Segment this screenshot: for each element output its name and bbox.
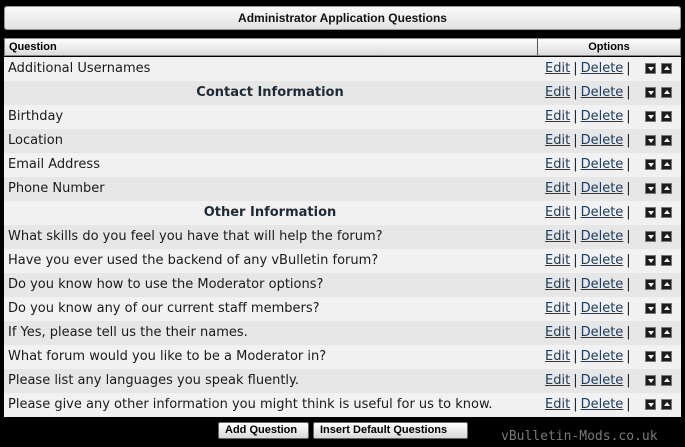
move-up-icon[interactable] <box>661 231 672 242</box>
row-options <box>545 229 634 244</box>
options-separator: | <box>626 229 631 244</box>
move-up-icon[interactable] <box>661 135 672 146</box>
move-up-icon[interactable] <box>661 183 672 194</box>
question-text: Please list any languages you speak fluently. <box>8 373 300 388</box>
edit-link[interactable]: Edit <box>545 397 571 412</box>
question-text: Birthday <box>8 109 64 124</box>
options-separator: | <box>626 301 631 316</box>
options-separator: | <box>626 253 631 268</box>
options-separator: | <box>626 205 631 220</box>
question-text: If Yes, please tell us the their names. <box>8 325 248 340</box>
column-header-options: Options <box>588 41 630 53</box>
delete-link[interactable]: Delete <box>580 373 624 388</box>
options-separator: | <box>626 373 631 388</box>
delete-link[interactable]: Delete <box>580 133 624 148</box>
table-header <box>4 38 681 56</box>
options-separator: | <box>573 253 578 268</box>
move-down-icon[interactable] <box>645 207 656 218</box>
options-separator: | <box>573 373 578 388</box>
move-down-icon[interactable] <box>645 303 656 314</box>
question-row <box>4 153 681 177</box>
edit-link[interactable]: Edit <box>545 301 571 316</box>
edit-link[interactable]: Edit <box>545 157 571 172</box>
question-text: Phone Number <box>8 181 105 196</box>
question-text: What skills do you feel you have that will help the forum? <box>8 229 383 244</box>
row-options <box>545 181 634 196</box>
move-down-icon[interactable] <box>645 375 656 386</box>
move-down-icon[interactable] <box>645 183 656 194</box>
question-row <box>4 249 681 273</box>
options-separator: | <box>626 277 631 292</box>
move-down-icon[interactable] <box>645 399 656 410</box>
question-list <box>4 57 681 417</box>
move-up-icon[interactable] <box>661 159 672 170</box>
options-separator: | <box>626 349 631 364</box>
row-options <box>545 205 634 220</box>
question-row <box>4 393 681 417</box>
delete-link[interactable]: Delete <box>580 253 624 268</box>
options-separator: | <box>573 277 578 292</box>
options-separator: | <box>626 61 631 76</box>
options-separator: | <box>573 349 578 364</box>
question-text: What forum would you like to be a Moderator in? <box>8 349 327 364</box>
row-options <box>545 373 634 388</box>
edit-link[interactable]: Edit <box>545 85 571 100</box>
question-row <box>4 321 681 345</box>
question-row <box>4 345 681 369</box>
question-text: Do you know how to use the Moderator options? <box>8 277 324 292</box>
row-options <box>545 109 634 124</box>
move-up-icon[interactable] <box>661 327 672 338</box>
edit-link[interactable]: Edit <box>545 109 571 124</box>
move-up-icon[interactable] <box>661 375 672 386</box>
move-up-icon[interactable] <box>661 399 672 410</box>
delete-link[interactable]: Delete <box>580 301 624 316</box>
section-heading: Contact Information <box>196 85 344 100</box>
row-options <box>545 301 634 316</box>
question-text: Additional Usernames <box>8 61 151 76</box>
edit-link[interactable]: Edit <box>545 61 571 76</box>
delete-link[interactable]: Delete <box>580 109 624 124</box>
question-row <box>4 129 681 153</box>
row-options <box>545 157 634 172</box>
delete-link[interactable]: Delete <box>580 277 624 292</box>
edit-link[interactable]: Edit <box>545 181 571 196</box>
options-separator: | <box>573 181 578 196</box>
edit-link[interactable]: Edit <box>545 205 571 220</box>
question-text: Please give any other information you might think is useful for us to know. <box>8 397 493 412</box>
move-down-icon[interactable] <box>645 135 656 146</box>
question-text: Have you ever used the backend of any vBulletin forum? <box>8 253 379 268</box>
move-up-icon[interactable] <box>661 351 672 362</box>
question-text: Location <box>8 133 63 148</box>
move-down-icon[interactable] <box>645 231 656 242</box>
delete-link[interactable]: Delete <box>580 397 624 412</box>
question-text: Do you know any of our current staff members? <box>8 301 320 316</box>
insert-default-questions-button[interactable]: Insert Default Questions <box>313 422 468 439</box>
move-down-icon[interactable] <box>645 279 656 290</box>
edit-link[interactable]: Edit <box>545 133 571 148</box>
delete-link[interactable]: Delete <box>580 85 624 100</box>
edit-link[interactable]: Edit <box>545 373 571 388</box>
options-separator: | <box>573 229 578 244</box>
move-down-icon[interactable] <box>645 159 656 170</box>
options-separator: | <box>573 397 578 412</box>
options-separator: | <box>626 157 631 172</box>
move-up-icon[interactable] <box>661 255 672 266</box>
delete-link[interactable]: Delete <box>580 325 624 340</box>
row-options <box>545 349 634 364</box>
move-up-icon[interactable] <box>661 279 672 290</box>
column-header-question: Question <box>9 41 57 53</box>
options-separator: | <box>573 61 578 76</box>
row-options <box>545 253 634 268</box>
options-separator: | <box>626 109 631 124</box>
options-separator: | <box>626 325 631 340</box>
panel-title: Administrator Application Questions <box>4 6 681 30</box>
options-separator: | <box>626 181 631 196</box>
move-down-icon[interactable] <box>645 87 656 98</box>
question-row <box>4 57 681 81</box>
edit-link[interactable]: Edit <box>545 349 571 364</box>
options-separator: | <box>573 157 578 172</box>
question-text: Email Address <box>8 157 100 172</box>
delete-link[interactable]: Delete <box>580 157 624 172</box>
options-separator: | <box>573 301 578 316</box>
move-down-icon[interactable] <box>645 111 656 122</box>
site-watermark: vBulletin-Mods.co.uk <box>501 429 658 444</box>
delete-link[interactable]: Delete <box>580 205 624 220</box>
options-separator: | <box>573 109 578 124</box>
options-separator: | <box>626 85 631 100</box>
add-question-button[interactable]: Add Question <box>218 422 309 439</box>
edit-link[interactable]: Edit <box>545 253 571 268</box>
move-up-icon[interactable] <box>661 303 672 314</box>
move-down-icon[interactable] <box>645 63 656 74</box>
row-options <box>545 277 634 292</box>
question-row <box>4 273 681 297</box>
section-heading-row <box>4 81 681 105</box>
question-row <box>4 177 681 201</box>
delete-link[interactable]: Delete <box>580 349 624 364</box>
move-up-icon[interactable] <box>661 111 672 122</box>
row-options <box>545 133 634 148</box>
options-separator: | <box>626 397 631 412</box>
move-down-icon[interactable] <box>645 255 656 266</box>
row-options <box>545 325 634 340</box>
section-heading-row <box>4 201 681 225</box>
row-options <box>545 85 634 100</box>
edit-link[interactable]: Edit <box>545 277 571 292</box>
delete-link[interactable]: Delete <box>580 181 624 196</box>
options-separator: | <box>626 133 631 148</box>
question-row <box>4 369 681 393</box>
edit-link[interactable]: Edit <box>545 229 571 244</box>
move-up-icon[interactable] <box>661 207 672 218</box>
move-down-icon[interactable] <box>645 327 656 338</box>
options-separator: | <box>573 325 578 340</box>
options-separator: | <box>573 85 578 100</box>
question-row <box>4 105 681 129</box>
options-separator: | <box>573 133 578 148</box>
section-heading: Other Information <box>203 205 337 220</box>
move-up-icon[interactable] <box>661 63 672 74</box>
move-down-icon[interactable] <box>645 351 656 362</box>
options-separator: | <box>573 205 578 220</box>
question-row <box>4 225 681 249</box>
move-up-icon[interactable] <box>661 87 672 98</box>
delete-link[interactable]: Delete <box>580 229 624 244</box>
edit-link[interactable]: Edit <box>545 325 571 340</box>
row-options <box>545 61 634 76</box>
admin-panel <box>4 6 681 444</box>
row-options <box>545 397 634 412</box>
question-row <box>4 297 681 321</box>
delete-link[interactable]: Delete <box>580 61 624 76</box>
